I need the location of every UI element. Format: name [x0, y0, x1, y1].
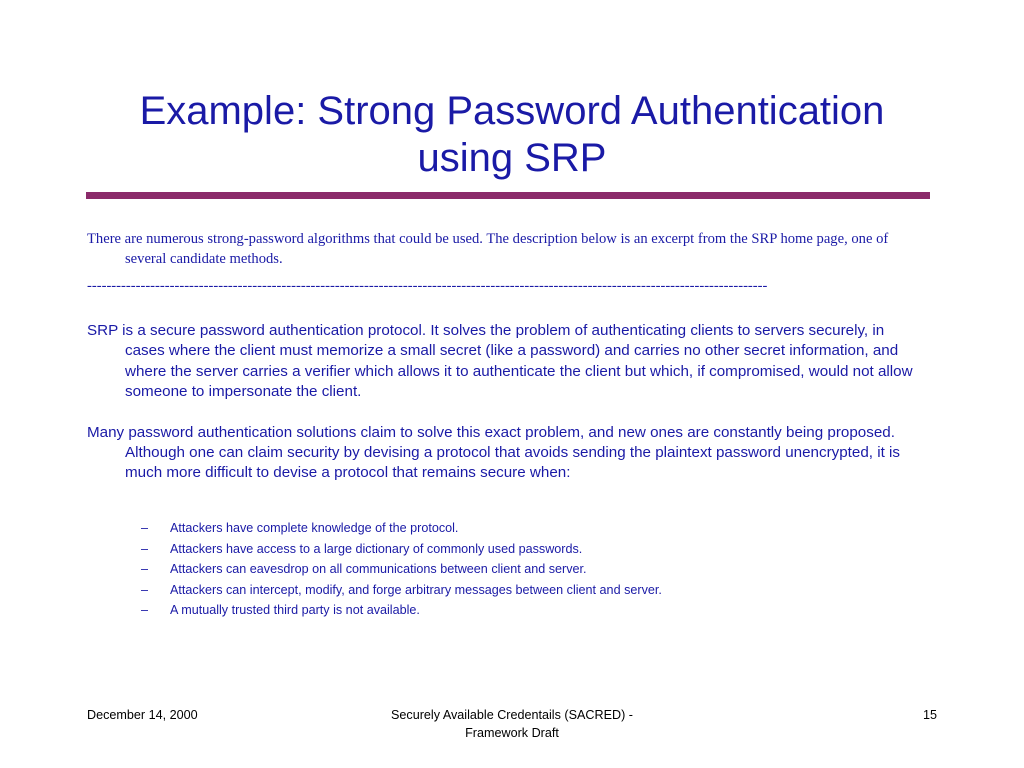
- dash-marker: –: [141, 582, 149, 597]
- page-number: 15: [922, 708, 937, 722]
- slide-title-line-1: Example: Strong Password Authentication: [139, 89, 885, 133]
- footer-title-line-2: Framework Draft: [465, 726, 559, 740]
- slide-title: [96, 88, 928, 182]
- list-item-text: Attackers can eavesdrop on all communications between client and server.: [170, 562, 587, 576]
- slide-title-line-2: using SRP: [417, 136, 607, 180]
- list-item: [87, 539, 927, 560]
- srp-description: [87, 321, 927, 484]
- dash-marker: –: [141, 521, 149, 535]
- list-item: [87, 580, 927, 601]
- list-item-text: Attackers have complete knowledge of the protocol.: [170, 521, 459, 535]
- dash-marker: –: [141, 562, 149, 576]
- list-item-text: A mutually trusted third party is not available.: [170, 603, 420, 617]
- dashed-separator: --------------------------------------------------------------------------------------------------------------------------------------------: [87, 278, 768, 294]
- intro-text-block: [87, 229, 927, 269]
- intro-paragraph: There are numerous strong-password algorithms that could be used. The description below is an excerpt from the SRP home page, one of several candidate methods.: [87, 231, 889, 267]
- attack-conditions-list: [87, 518, 927, 621]
- srp-paragraph-2: Many password authentication solutions claim to solve this exact problem, and new ones are constantly being proposed. Although one can claim security by devising a protocol that avoids sending the plaintext password unencrypted, it is much more difficult to devise a protocol that remains secure when:: [87, 423, 901, 482]
- title-divider: [86, 192, 930, 199]
- footer-date: December 14, 2000: [87, 708, 198, 722]
- footer-title: [352, 706, 672, 742]
- list-item-text: Attackers can intercept, modify, and forge arbitrary messages between client and server.: [170, 582, 662, 597]
- list-item: [87, 559, 927, 580]
- dash-marker: –: [141, 603, 149, 617]
- dash-marker: –: [141, 541, 149, 556]
- list-item: [87, 518, 927, 539]
- list-item: [87, 600, 927, 621]
- list-item-text: Attackers have access to a large dictionary of commonly used passwords.: [170, 541, 583, 556]
- footer-title-line-1: Securely Available Credentails (SACRED) -: [391, 708, 633, 722]
- srp-paragraph-1: SRP is a secure password authentication protocol. It solves the problem of authenticating clients to servers securely, in cases where the client must memorize a small secret (like a password) and carries no other secret information, and where the server carries a verifier which allows it to authenticate the client but which, if compromised, would not allow someone to impersonate the client.: [87, 322, 913, 401]
